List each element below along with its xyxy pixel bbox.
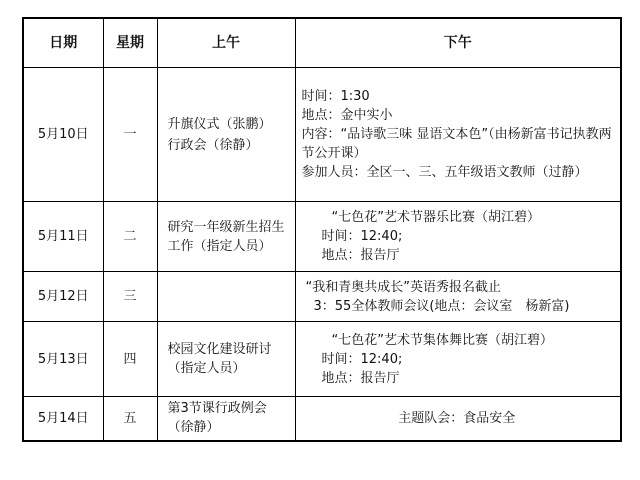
table-row bbox=[23, 272, 621, 322]
row-morning: 校园文化建设研讨（指定人员） bbox=[157, 322, 295, 397]
afternoon-line: 内容：“品诗歌三味 显语文本色”（由杨新富书记执教两节公开课） bbox=[301, 127, 612, 161]
row-afternoon bbox=[295, 202, 621, 272]
row-weekday: 五 bbox=[103, 397, 157, 441]
afternoon-line: 地点：金中实小 bbox=[301, 108, 393, 123]
row-weekday: 二 bbox=[103, 202, 157, 272]
row-weekday: 一 bbox=[103, 68, 157, 202]
row-morning: 研究一年级新生招生工作（指定人员） bbox=[157, 202, 295, 272]
header-row bbox=[23, 18, 621, 68]
weekly-schedule-table bbox=[22, 17, 622, 442]
row-afternoon bbox=[295, 68, 621, 202]
afternoon-line: 时间：12:40; bbox=[321, 229, 403, 244]
row-date: 5月11日 bbox=[23, 202, 103, 272]
afternoon-line: “七色花”艺术节器乐比赛（胡江碧） bbox=[331, 210, 540, 225]
row-morning bbox=[157, 272, 295, 322]
afternoon-line: “我和青奥共成长”英语秀报名截止 bbox=[305, 279, 501, 295]
afternoon-line: 3：55全体教师会议(地点：会议室 杨新富) bbox=[313, 298, 570, 314]
table-row bbox=[23, 202, 621, 272]
afternoon-line: 时间：1:30 bbox=[301, 89, 370, 104]
afternoon-line: 时间：12:40; bbox=[321, 351, 403, 367]
row-afternoon bbox=[295, 322, 621, 397]
row-date: 5月12日 bbox=[23, 272, 103, 322]
afternoon-line: 主题队会：食品安全 bbox=[398, 410, 516, 426]
table-row bbox=[23, 397, 621, 441]
table-row bbox=[23, 68, 621, 202]
row-morning: 第3节课行政例会（徐静） bbox=[157, 397, 295, 441]
row-date: 5月10日 bbox=[23, 68, 103, 202]
row-weekday: 四 bbox=[103, 322, 157, 397]
row-date: 5月13日 bbox=[23, 322, 103, 397]
morning-line: 升旗仪式（张鹏） bbox=[167, 116, 272, 132]
row-weekday: 三 bbox=[103, 272, 157, 322]
header-date: 日期 bbox=[23, 18, 103, 68]
afternoon-line: 地点：报告厅 bbox=[321, 248, 400, 263]
header-morning: 上午 bbox=[157, 18, 295, 68]
header-afternoon: 下午 bbox=[295, 18, 621, 68]
table-row bbox=[23, 322, 621, 397]
row-afternoon bbox=[295, 397, 621, 441]
morning-line: 行政会（徐静） bbox=[167, 137, 259, 153]
afternoon-line: 参加人员：全区一、三、五年级语文教师（过静） bbox=[301, 165, 588, 180]
header-weekday: 星期 bbox=[103, 18, 157, 68]
afternoon-line: 地点：报告厅 bbox=[321, 370, 400, 386]
row-afternoon bbox=[295, 272, 621, 322]
row-date: 5月14日 bbox=[23, 397, 103, 441]
row-morning bbox=[157, 68, 295, 202]
afternoon-line: “七色花”艺术节集体舞比赛（胡江碧） bbox=[331, 332, 553, 348]
